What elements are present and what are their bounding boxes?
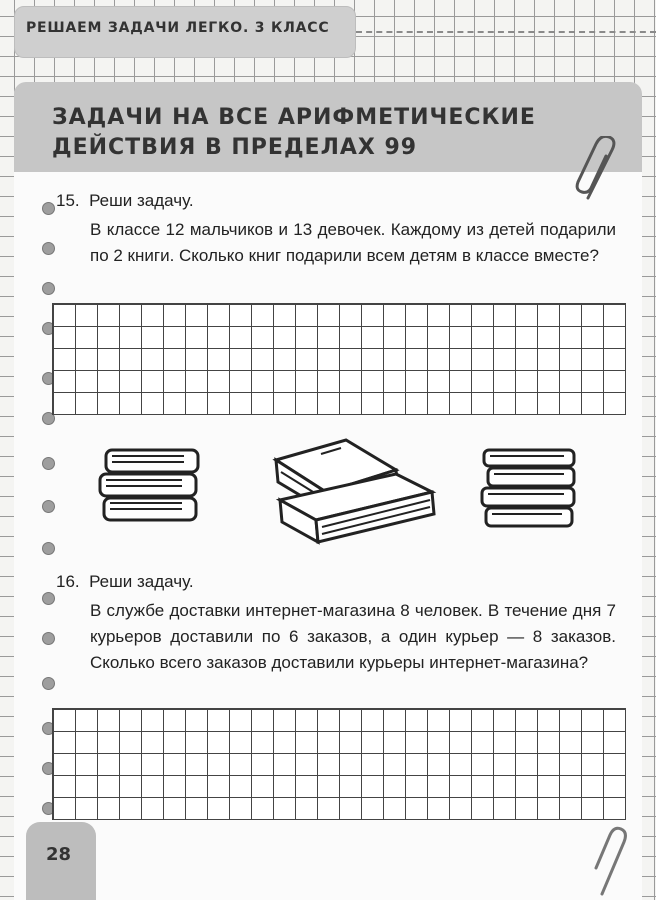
binder-hole xyxy=(42,677,55,690)
task-16-answer-grid[interactable] xyxy=(52,708,626,820)
page-number: 28 xyxy=(46,844,72,865)
task-15-text: В классе 12 мальчиков и 13 девочек. Каждому из детей подарили по 2 книги. Сколько книг подарили всем детям в классе вместе? xyxy=(90,220,616,265)
paperclip-icon xyxy=(574,136,624,206)
task-16-heading xyxy=(56,572,194,592)
task-15-heading xyxy=(56,191,194,211)
task-16-text: В службе доставки интернет-магазина 8 человек. В течение дня 7 курьеров доставили по 6 заказов, а один курьер — 8 заказов. Сколько всего заказов доставили курьеры интернет-магазина? xyxy=(90,601,616,672)
books-illustration xyxy=(96,430,596,555)
book-stack-icon xyxy=(100,450,198,520)
header-dashed-line xyxy=(356,31,656,33)
book-series-title: РЕШАЕМ ЗАДАЧИ ЛЕГКО. 3 КЛАСС xyxy=(26,20,330,36)
binder-hole xyxy=(42,202,55,215)
topic-title: ЗАДАЧИ НА ВСЕ АРИФМЕТИЧЕСКИЕ ДЕЙСТВИЯ В ПРЕДЕЛАХ 99 xyxy=(52,105,536,160)
task-15-answer-grid[interactable] xyxy=(52,303,626,415)
book-stack-icon xyxy=(482,450,574,526)
task-instruction: Реши задачу. xyxy=(89,572,194,591)
binder-hole xyxy=(42,500,55,513)
binder-hole xyxy=(42,282,55,295)
binder-hole xyxy=(42,242,55,255)
task-number: 15. xyxy=(56,191,80,210)
paperclip-icon xyxy=(592,826,636,896)
task-number: 16. xyxy=(56,572,80,591)
binder-hole xyxy=(42,632,55,645)
open-books-icon xyxy=(276,440,434,542)
binder-hole xyxy=(42,457,55,470)
page-number-tab xyxy=(26,822,96,900)
task-instruction: Реши задачу. xyxy=(89,191,194,210)
binder-hole xyxy=(42,542,55,555)
binder-hole xyxy=(42,592,55,605)
